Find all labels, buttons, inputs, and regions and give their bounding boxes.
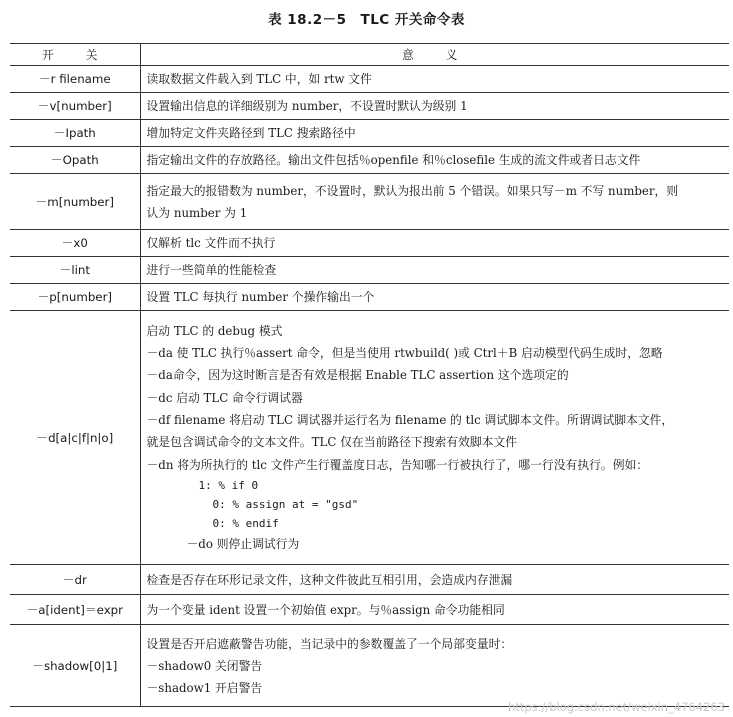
meaning-line: －dc 启动 TLC 命令行调试器: [146, 390, 303, 405]
switch-cell: －d[a|c|f|n|o]: [10, 311, 140, 565]
meaning-line: －da 使 TLC 执行％assert 命令，但是当使用 rtwbuild( )或 Ctrl＋B 启动模型代码生成时，忽略: [146, 346, 663, 361]
meaning-line: －dn 将为所执行的 tlc 文件产生行覆盖度日志，告知哪一行被执行了，哪一行没有执行。例如：: [146, 457, 649, 472]
meaning-cell: [140, 93, 729, 120]
meaning-line: －shadow1 开启警告: [146, 680, 263, 695]
meaning-line: －shadow0 关闭警告: [146, 658, 263, 673]
table-header-row: [10, 44, 729, 66]
meaning-cell: [140, 257, 729, 284]
meaning-line: 就是包含调试命令的文本文件。TLC 仅在当前路径下搜索有效脚本文件: [146, 435, 518, 450]
code-line: 0: % endif: [212, 516, 279, 530]
meaning-line: 设置是否开启遮蔽警告功能，当记录中的参数覆盖了一个局部变量时：: [146, 636, 513, 651]
meaning-cell: [140, 174, 729, 230]
code-line: 0: % assign at = "gsd": [212, 497, 359, 511]
meaning-line: 为一个变量 ident 设置一个初始值 expr。与％assign 命令功能相同: [146, 602, 505, 617]
switch-cell: －lint: [10, 257, 140, 284]
meaning-line: 检查是否存在环形记录文件，这种文件彼此互相引用，会造成内存泄漏: [146, 572, 513, 587]
table-row: [10, 93, 729, 120]
switch-cell: －p[number]: [10, 284, 140, 311]
meaning-line: －df filename 将启动 TLC 调试器并运行名为 filename 的 tlc 调试脚本文件。所谓调试脚本文件，: [146, 413, 674, 427]
switch-cell: －r filename: [10, 66, 140, 93]
meaning-cell: [140, 625, 729, 707]
table-row: [10, 625, 729, 707]
table-row: [10, 120, 729, 147]
meaning-line: －da命令，因为这时断言是否有效是根据 Enable TLC assertion 这个选项定的: [146, 368, 569, 383]
table-row: [10, 311, 729, 565]
table-row: [10, 174, 729, 230]
meaning-cell: [140, 284, 729, 311]
switch-cell: －x0: [10, 230, 140, 257]
meaning-cell: [140, 147, 729, 174]
meaning-line: 启动 TLC 的 debug 模式: [146, 323, 283, 338]
meaning-line: 仅解析 tlc 文件而不执行: [146, 236, 276, 250]
switch-cell: －m[number]: [10, 174, 140, 230]
meaning-cell: [140, 595, 729, 625]
meaning-cell: [140, 311, 729, 565]
table-row: [10, 147, 729, 174]
code-line: 1: % if 0: [198, 478, 259, 492]
switch-cell: －dr: [10, 565, 140, 595]
meaning-cell: [140, 230, 729, 257]
meaning-cell: [140, 565, 729, 595]
table-row: [10, 230, 729, 257]
watermark: https://blog.csdn.net/weixin_4764263: [508, 700, 725, 714]
meaning-line: 读取数据文件载入到 TLC 中，如 rtw 文件: [146, 72, 372, 86]
table-row: [10, 66, 729, 93]
header-switch: 开 关: [10, 44, 140, 66]
table-row: [10, 284, 729, 311]
meaning-cell: [140, 120, 729, 147]
header-meaning: 意 义: [140, 44, 729, 66]
meaning-line: 进行一些简单的性能检查: [146, 263, 277, 277]
meaning-line: 设置输出信息的详细级别为 number，不设置时默认为级别 1: [146, 99, 468, 113]
meaning-line: 认为 number 为 1: [146, 205, 248, 220]
table-row: [10, 565, 729, 595]
switch-cell: －Ipath: [10, 120, 140, 147]
meaning-line: 增加特定文件夹路径到 TLC 搜索路径中: [146, 126, 356, 140]
meaning-cell: [140, 66, 729, 93]
table-title: 表 18.2－5 TLC 开关命令表: [268, 12, 465, 28]
meaning-line: 指定最大的报错数为 number，不设置时，默认为报出前 5 个错误。如果只写－m 不写 number，则: [146, 183, 679, 198]
table-row: [10, 595, 729, 625]
tlc-switch-table: [10, 43, 729, 707]
switch-cell: －v[number]: [10, 93, 140, 120]
meaning-line: 指定输出文件的存放路径。输出文件包括％openfile 和％closefile 生成的流文件或者日志文件: [146, 153, 641, 167]
table-row: [10, 257, 729, 284]
meaning-line: 设置 TLC 每执行 number 个操作输出一个: [146, 290, 375, 304]
switch-cell: －shadow[0|1]: [10, 625, 140, 707]
switch-cell: －a[ident]＝expr: [10, 595, 140, 625]
switch-cell: －Opath: [10, 147, 140, 174]
meaning-line: －do 则停止调试行为: [186, 536, 300, 551]
